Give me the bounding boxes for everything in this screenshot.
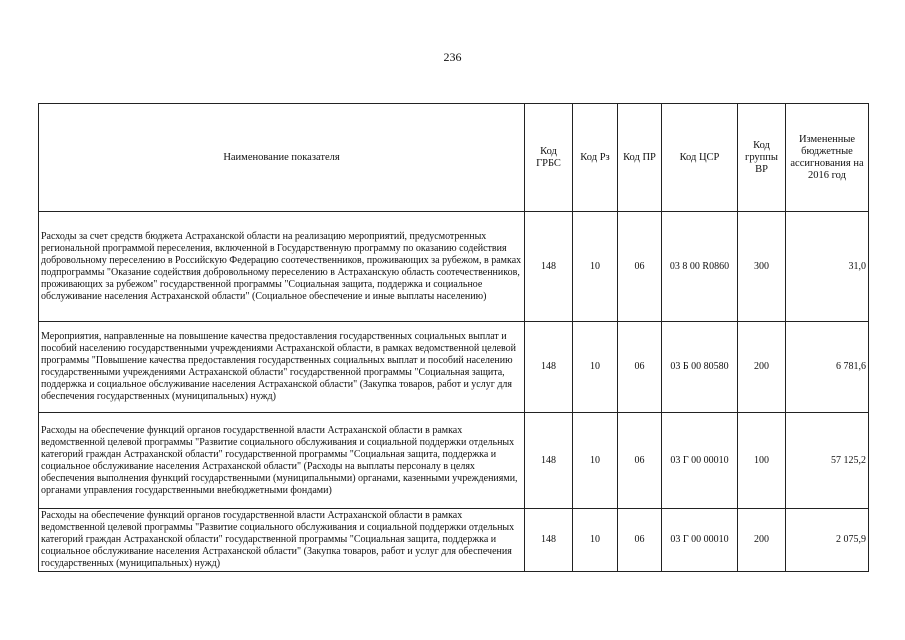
table-row [39, 509, 869, 572]
page-number: 236 [443, 50, 462, 64]
row-sum: 57 125,2 [786, 413, 869, 509]
row-csr: 03 Г 00 00010 [662, 413, 738, 509]
row-name: Расходы на обеспечение функций органов государственной власти Астраханской области в рамках ведомственной целевой программы "Развитие социального обслуживания и социальной поддержки отдельных категорий граждан Астраханской области" государственной программы "Социальная защита, поддержка и социальное обслуживание населения Астраханской области" (Закупка товаров, работ и услуг для обеспечения государственных (муниципальных) нужд) [39, 509, 525, 572]
row-grbs: 148 [525, 413, 573, 509]
header-name: Наименование показателя [39, 104, 525, 212]
header-sum: Измененные бюджетные ассигнования на 2016 год [786, 104, 869, 212]
row-sum: 2 075,9 [786, 509, 869, 572]
row-name: Мероприятия, направленные на повышение качества предоставления государственных социальных выплат и пособий населению государственными учреждениями Астраханской области, в рамках ведомственной целевой программы "Повышение качества предоставления государственных социальных выплат и пособий населению государственными учреждениями Астраханской области" государственной программы "Социальная защита, поддержка и социальное обслуживание населения Астраханской области" (Закупка товаров, работ и услуг для обеспечения государственных (муниципальных) нужд) [39, 322, 525, 413]
row-rz: 10 [573, 509, 618, 572]
header-csr: Код ЦСР [662, 104, 738, 212]
row-pr: 06 [618, 413, 662, 509]
header-vr: Код группы ВР [738, 104, 786, 212]
row-vr: 100 [738, 413, 786, 509]
row-vr: 200 [738, 322, 786, 413]
row-name: Расходы на обеспечение функций органов государственной власти Астраханской области в рамках ведомственной целевой программы "Развитие социального обслуживания и социальной поддержки отдельных категорий граждан Астраханской области" государственной программы "Социальная защита, поддержка и социальное обслуживание населения Астраханской области" (Расходы на выплаты персоналу в целях обеспечения выполнения функций государственными (муниципальными) органами, казенными учреждениями, органами управления государственными внебюджетными фондами) [39, 413, 525, 509]
header-rz: Код Рз [573, 104, 618, 212]
row-name: Расходы за счет средств бюджета Астраханской области на реализацию мероприятий, предусмотренных региональной программой переселения, включенной в Государственную программу по оказанию содействия добровольному переселению в Российскую Федерацию соотечественников, проживающих за рубежом, в рамках подпрограммы "Оказание содействия добровольному переселению в Астраханскую область соотечественников, проживающих за рубежом" государственной программы "Социальная защита, поддержка и социальное обслуживание населения Астраханской области" (Социальное обеспечение и иные выплаты населению) [39, 212, 525, 322]
row-pr: 06 [618, 212, 662, 322]
budget-table [38, 103, 869, 572]
row-vr: 300 [738, 212, 786, 322]
table-row [39, 322, 869, 413]
row-csr: 03 Б 00 80580 [662, 322, 738, 413]
row-sum: 31,0 [786, 212, 869, 322]
row-pr: 06 [618, 322, 662, 413]
table-row [39, 212, 869, 322]
row-grbs: 148 [525, 322, 573, 413]
row-sum: 6 781,6 [786, 322, 869, 413]
row-vr: 200 [738, 509, 786, 572]
row-rz: 10 [573, 212, 618, 322]
row-csr: 03 Г 00 00010 [662, 509, 738, 572]
row-grbs: 148 [525, 509, 573, 572]
row-grbs: 148 [525, 212, 573, 322]
header-pr: Код ПР [618, 104, 662, 212]
row-rz: 10 [573, 413, 618, 509]
row-csr: 03 8 00 R0860 [662, 212, 738, 322]
row-pr: 06 [618, 509, 662, 572]
row-rz: 10 [573, 322, 618, 413]
table-row [39, 413, 869, 509]
header-grbs: Код ГРБС [525, 104, 573, 212]
table-header-row [39, 104, 869, 212]
